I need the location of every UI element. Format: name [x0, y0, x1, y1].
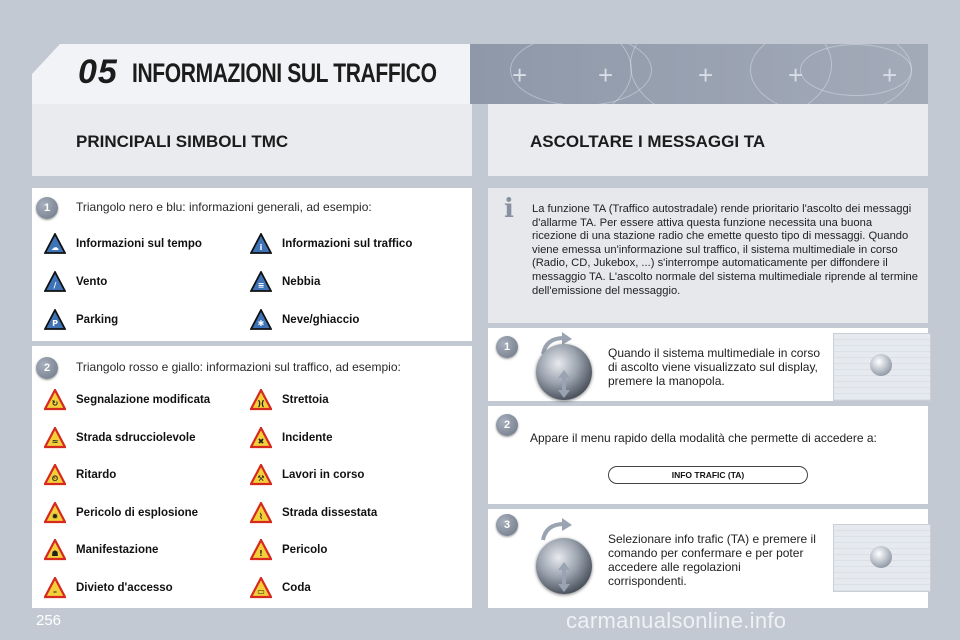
step-badge: 3: [496, 514, 518, 536]
symbol-item: [44, 230, 202, 258]
step-2-panel: [488, 406, 928, 504]
symbol-item: [250, 461, 364, 489]
roadworks-icon: [250, 464, 272, 486]
svg-text:⌇: ⌇: [259, 511, 263, 521]
explosion-icon: [44, 502, 66, 524]
plus-mark: +: [788, 60, 804, 90]
traffic-info-icon: [250, 233, 272, 255]
svg-text:–: –: [53, 587, 57, 596]
symbol-label: Pericolo di esplosione: [76, 506, 199, 519]
plus-mark: +: [512, 60, 528, 90]
svg-text:☗: ☗: [51, 549, 59, 559]
weather-info-icon: [44, 233, 66, 255]
symbol-label: Manifestazione: [76, 544, 159, 557]
svg-text:⏲: ⏲: [51, 474, 59, 484]
svg-text:≈: ≈: [51, 436, 59, 446]
rotate-arrow-icon: [557, 370, 571, 398]
symbol-label: Informazioni sul tempo: [76, 238, 202, 250]
svg-text:✹: ✹: [51, 511, 59, 521]
symbol-item: [44, 306, 118, 334]
svg-text:i: i: [259, 243, 263, 252]
danger-icon: [250, 539, 272, 561]
symbol-item: [44, 461, 116, 489]
svg-text:⚒: ⚒: [257, 474, 265, 484]
symbol-label: Strada dissestata: [282, 506, 378, 519]
symbol-label: Strada sdrucciolevole: [76, 431, 196, 444]
step-1-text: Quando il sistema multimediale in corso di ascolto viene visualizzato sul display, premere la manopola.: [608, 346, 821, 388]
no-entry-icon: [44, 577, 66, 599]
narrowing-icon: [250, 389, 272, 411]
symbol-item: [44, 574, 173, 602]
chapter-title: INFORMAZIONI SUL TRAFFICO: [132, 58, 437, 88]
svg-text:!: !: [259, 549, 263, 559]
symbol-label: Coda: [282, 582, 311, 594]
modified-signal-icon: [44, 389, 66, 411]
step-badge: 1: [36, 197, 58, 219]
wind-icon: [44, 271, 66, 293]
plus-mark: +: [882, 60, 898, 90]
symbol-item: [250, 386, 329, 414]
step-badge: 1: [496, 336, 518, 358]
symbol-label: Strettoia: [282, 394, 329, 406]
svg-text:/: /: [53, 281, 57, 290]
left-section-title: PRINCIPALI SIMBOLI TMC: [76, 132, 289, 151]
svg-text:▭: ▭: [257, 587, 265, 596]
slippery-road-icon: [44, 427, 66, 449]
symbol-label: Neve/ghiaccio: [282, 314, 360, 326]
symbol-item: [44, 536, 158, 564]
watermark: carmanualsonline.info: [566, 608, 787, 633]
symbol-item: [250, 574, 311, 602]
info-box-text: La funzione TA (Traffico autostradale) rende prioritario l'ascolto dei messaggi d'allarme TA. Per essere attiva questa funzione necessita una buona ricezione di una stazione radio che emette questo tipo di messaggi. Quando viene emessa un'informazione sul traffico, il sistema multimediale in corso (Radio, CD, Jukebox, ...) s'interrompe automaticamente per diffondere il messaggio TA. L'ascolto normale del sistema multimediale riprende al termine dell'emissione del messaggio.: [532, 203, 919, 297]
parking-icon: [44, 309, 66, 331]
symbol-label: Segnalazione modificata: [76, 394, 211, 406]
svg-text:)(: )(: [257, 399, 265, 408]
svg-text:☁: ☁: [51, 243, 59, 252]
symbol-label: Lavori in corso: [282, 469, 365, 482]
symbol-label: Informazioni sul traffico: [282, 238, 413, 250]
symbol-label: Ritardo: [76, 469, 117, 482]
snow-icon: [250, 309, 272, 331]
fog-icon: [250, 271, 272, 293]
svg-text:P: P: [52, 319, 58, 328]
rotate-arrow-icon: [557, 562, 571, 592]
radio-knob: [870, 354, 892, 376]
symbol-item: [250, 306, 359, 334]
menu-item-info-trafic[interactable]: INFO TRAFIC (TA): [608, 466, 808, 484]
group-2-intro: Triangolo rosso e giallo: informazioni sul traffico, ad esempio:: [76, 360, 401, 374]
header-map-banner: [470, 44, 928, 104]
svg-text:✖: ✖: [257, 436, 265, 446]
accident-icon: [250, 427, 272, 449]
symbol-item: [250, 424, 332, 452]
step-3-text: Selezionare info trafic (TA) e premere il comando per confermare e per poter accedere alle regolazioni corrispondenti.: [608, 532, 816, 588]
queue-icon: [250, 577, 272, 599]
group-1-intro: Triangolo nero e blu: informazioni generali, ad esempio:: [76, 200, 372, 214]
step-2-text: Appare il menu rapido della modalità che permette di accedere a:: [530, 431, 877, 445]
plus-mark: +: [698, 60, 714, 90]
right-section-title: ASCOLTARE I MESSAGGI TA: [530, 132, 766, 151]
symbol-item: [250, 499, 377, 527]
symbol-item: [250, 536, 327, 564]
symbol-item: [44, 268, 107, 296]
demonstration-icon: [44, 539, 66, 561]
svg-text:≡: ≡: [257, 281, 265, 290]
radio-knob: [870, 546, 892, 568]
step-badge: 2: [36, 357, 58, 379]
symbol-item: [44, 424, 196, 452]
rough-road-icon: [250, 502, 272, 524]
symbol-label: Parking: [76, 314, 119, 326]
symbol-item: [44, 386, 210, 414]
symbol-item: [44, 499, 198, 527]
symbol-label: Pericolo: [282, 544, 328, 557]
svg-text:✱: ✱: [257, 319, 265, 328]
plus-mark: +: [598, 60, 614, 90]
symbol-label: Incidente: [282, 431, 333, 444]
symbol-label: Nebbia: [282, 276, 321, 288]
symbol-label: Divieto d'accesso: [76, 582, 173, 594]
page-number: 256: [36, 612, 62, 629]
delay-icon: [44, 464, 66, 486]
symbol-item: [250, 230, 412, 258]
svg-text:↻: ↻: [51, 399, 59, 408]
symbol-label: Vento: [76, 276, 108, 288]
symbol-item: [250, 268, 320, 296]
step-badge: 2: [496, 414, 518, 436]
chapter-number: 05: [78, 53, 118, 91]
info-icon: i: [504, 194, 514, 224]
